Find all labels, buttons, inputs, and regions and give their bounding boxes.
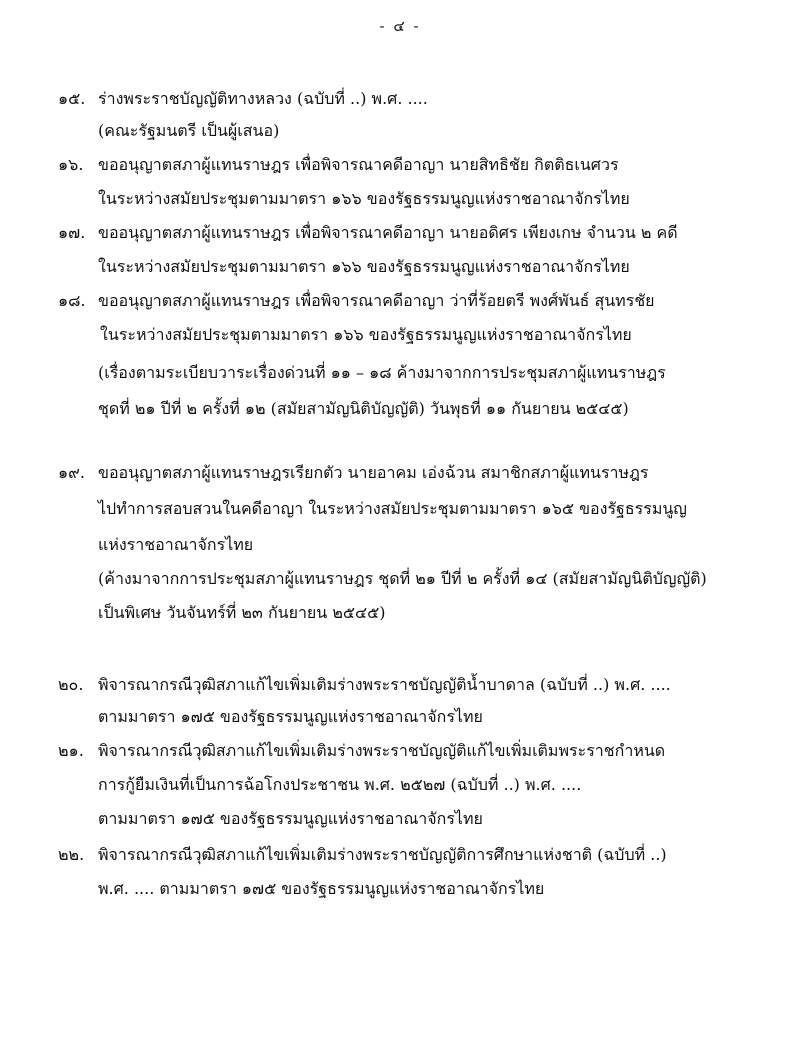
- agenda-item-18-text: ขออนุญาตสภาผู้แทนราษฎร เพื่อพิจารณาคดีอาญา ว่าที่ร้อยตรี พงศ์พันธ์ สุนทรชัย: [98, 291, 655, 310]
- agenda-item-18-line-4: ชุดที่ ๒๑ ปีที่ ๒ ครั้งที่ ๑๒ (สมัยสามัญนิติบัญญัติ) วันพุธที่ ๑๑ กันยายน ๒๕๔๕): [98, 399, 629, 418]
- agenda-item-22-text: พิจารณากรณีวุฒิสภาแก้ไขเพิ่มเติมร่างพระราชบัญญัติการศึกษาแห่งชาติ (ฉบับที่ ..): [98, 845, 667, 864]
- agenda-item-22-number: ๒๒.: [58, 845, 85, 864]
- agenda-item-19-line-2: ไปทำการสอบสวนในคดีอาญา ในระหว่างสมัยประชุมตามมาตรา ๑๖๕ ของรัฐธรรมนูญ: [98, 499, 687, 518]
- agenda-item-21-number: ๒๑.: [58, 741, 84, 760]
- agenda-item-16-line-1: [58, 154, 619, 176]
- agenda-item-21-line-3: ตามมาตรา ๑๗๕ ของรัฐธรรมนูญแห่งราชอาณาจักรไทย: [98, 809, 483, 828]
- agenda-item-17-line-1: [58, 222, 678, 244]
- page-number: - ๔ -: [379, 17, 421, 35]
- agenda-item-18-line-1: [58, 290, 655, 312]
- agenda-item-17-number: ๑๗.: [58, 223, 86, 242]
- agenda-item-15-number: ๑๕.: [58, 89, 86, 108]
- agenda-item-15-text: ร่างพระราชบัญญัติทางหลวง (ฉบับที่ ..) พ.ศ. ....: [98, 89, 428, 108]
- agenda-item-19-line-5: เป็นพิเศษ วันจันทร์ที่ ๒๓ กันยายน ๒๕๔๕): [98, 603, 386, 622]
- agenda-item-21-text: พิจารณากรณีวุฒิสภาแก้ไขเพิ่มเติมร่างพระราชบัญญัติแก้ไขเพิ่มเติมพระราชกำหนด: [98, 741, 666, 760]
- agenda-item-22-line-2: พ.ศ. .... ตามมาตรา ๑๗๕ ของรัฐธรรมนูญแห่งราชอาณาจักรไทย: [98, 879, 545, 898]
- agenda-item-18-line-2: ในระหว่างสมัยประชุมตามมาตรา ๑๖๖ ของรัฐธรรมนูญแห่งราชอาณาจักรไทย: [100, 325, 632, 344]
- agenda-item-17-line-2: ในระหว่างสมัยประชุมตามมาตรา ๑๖๖ ของรัฐธรรมนูญแห่งราชอาณาจักรไทย: [98, 257, 630, 276]
- agenda-item-17-text: ขออนุญาตสภาผู้แทนราษฎร เพื่อพิจารณาคดีอาญา นายอดิศร เพียงเกษ จำนวน ๒ คดี: [98, 223, 678, 242]
- agenda-item-20-line-1: [58, 674, 671, 696]
- agenda-item-16-line-2: ในระหว่างสมัยประชุมตามมาตรา ๑๖๖ ของรัฐธรรมนูญแห่งราชอาณาจักรไทย: [98, 189, 630, 208]
- agenda-item-20-text: พิจารณากรณีวุฒิสภาแก้ไขเพิ่มเติมร่างพระราชบัญญัติน้ำบาดาล (ฉบับที่ ..) พ.ศ. ....: [98, 675, 671, 694]
- agenda-item-19-number: ๑๙.: [58, 463, 85, 482]
- agenda-item-21-line-2: การกู้ยืมเงินที่เป็นการฉ้อโกงประชาชน พ.ศ. ๒๕๒๗ (ฉบับที่ ..) พ.ศ. ....: [98, 775, 582, 794]
- agenda-item-22-line-1: [58, 844, 667, 866]
- agenda-item-20-number: ๒๐.: [58, 675, 84, 694]
- agenda-item-20-line-2: ตามมาตรา ๑๗๕ ของรัฐธรรมนูญแห่งราชอาณาจักรไทย: [98, 707, 483, 726]
- agenda-item-19-text: ขออนุญาตสภาผู้แทนราษฎรเรียกตัว นายอาคม เอ่งฉ้วน สมาชิกสภาผู้แทนราษฎร: [98, 463, 649, 482]
- agenda-item-15-line-1: [58, 88, 428, 110]
- agenda-item-15-line-2: (คณะรัฐมนตรี เป็นผู้เสนอ): [98, 121, 280, 140]
- agenda-item-18-line-3: (เรื่องตามระเบียบวาระเรื่องด่วนที่ ๑๑ – ๑๘ ค้างมาจากการประชุมสภาผู้แทนราษฎร: [98, 363, 666, 382]
- agenda-item-19-line-4: (ค้างมาจากการประชุมสภาผู้แทนราษฎร ชุดที่ ๒๑ ปีที่ ๒ ครั้งที่ ๑๔ (สมัยสามัญนิติบัญญัติ): [98, 569, 707, 588]
- agenda-item-16-text: ขออนุญาตสภาผู้แทนราษฎร เพื่อพิจารณาคดีอาญา นายสิทธิชัย กิตติธเนศวร: [98, 155, 619, 174]
- agenda-item-19-line-1: [58, 462, 648, 484]
- agenda-item-18-number: ๑๘.: [58, 291, 86, 310]
- agenda-item-19-line-3: แห่งราชอาณาจักรไทย: [98, 535, 254, 554]
- agenda-item-16-number: ๑๖.: [58, 155, 84, 174]
- agenda-item-21-line-1: [58, 740, 665, 762]
